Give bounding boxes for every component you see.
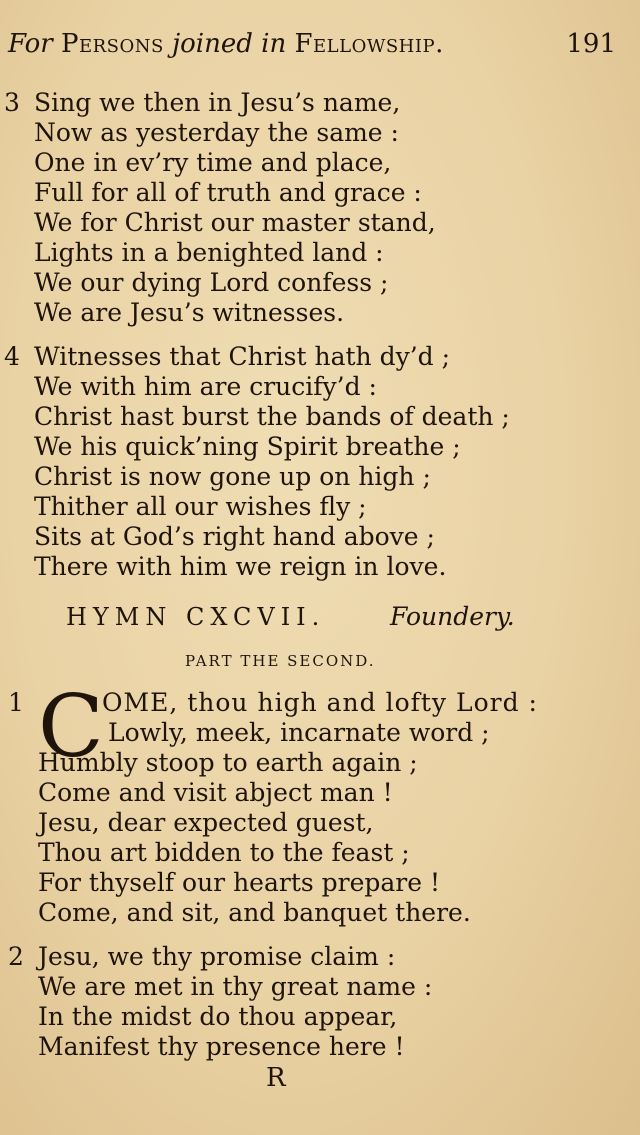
verse-number: 2	[8, 942, 24, 971]
verse-line: We are met in thy great name :	[38, 972, 433, 1001]
verse-line: Sing we then in Jesu’s name,	[34, 88, 401, 117]
verse-line: Come, and sit, and banquet there.	[38, 898, 471, 927]
verse-line: We for Christ our master stand,	[34, 208, 436, 237]
verse-line: In the midst do thou appear,	[38, 1002, 398, 1031]
verse-line: Jesu, we thy promise claim :	[38, 942, 396, 971]
header-fellowship: Fellowship.	[294, 29, 444, 59]
verse-line: Jesu, dear expected guest,	[38, 808, 374, 837]
signature-mark: R	[266, 1063, 286, 1093]
verse-line: Lowly, meek, incarnate word ;	[108, 718, 490, 747]
drop-cap: C	[38, 677, 104, 777]
verse-line: There with him we reign in love.	[34, 552, 447, 581]
hymn-title: HYMN CXCVII.	[66, 603, 326, 631]
part-heading: PART THE SECOND.	[185, 652, 376, 670]
page-number: 191	[566, 29, 616, 59]
verse-line: One in ev’ry time and place,	[34, 148, 392, 177]
verse-line: We his quick’ning Spirit breathe ;	[34, 432, 461, 461]
verse-line: Witnesses that Christ hath dy’d ;	[34, 342, 451, 371]
verse-line: For thyself our hearts prepare !	[38, 868, 441, 897]
verse-line: Sits at God’s right hand above ;	[34, 522, 435, 551]
verse-line: We with him are crucify’d :	[34, 372, 377, 401]
verse-line: Thou art bidden to the feast ;	[38, 838, 410, 867]
verse-line: Come and visit abject man !	[38, 778, 393, 807]
header-for: For	[8, 29, 53, 59]
running-header	[8, 24, 628, 64]
verse-number: 3	[4, 88, 20, 117]
verse-line: Christ is now gone up on high ;	[34, 462, 431, 491]
verse-line: Lights in a benighted land :	[34, 238, 384, 267]
hymn-tune: Foundery.	[390, 602, 515, 631]
verse-line: OME, thou high and lofty Lord :	[102, 688, 538, 717]
header-persons: Persons	[60, 29, 164, 59]
verse-line: Now as yesterday the same :	[34, 118, 399, 147]
verse-line: Thither all our wishes fly ;	[34, 492, 367, 521]
verse-number: 1	[8, 688, 24, 717]
verse-number: 4	[4, 342, 20, 371]
verse-line: Humbly stoop to earth again ;	[38, 748, 418, 777]
header-joined-in: joined in	[172, 29, 287, 59]
verse-line: We our dying Lord confess ;	[34, 268, 389, 297]
verse-line: We are Jesu’s witnesses.	[34, 298, 345, 327]
verse-line: Christ hast burst the bands of death ;	[34, 402, 510, 431]
verse-line: Full for all of truth and grace :	[34, 178, 422, 207]
verse-line: Manifest thy presence here !	[38, 1032, 405, 1061]
